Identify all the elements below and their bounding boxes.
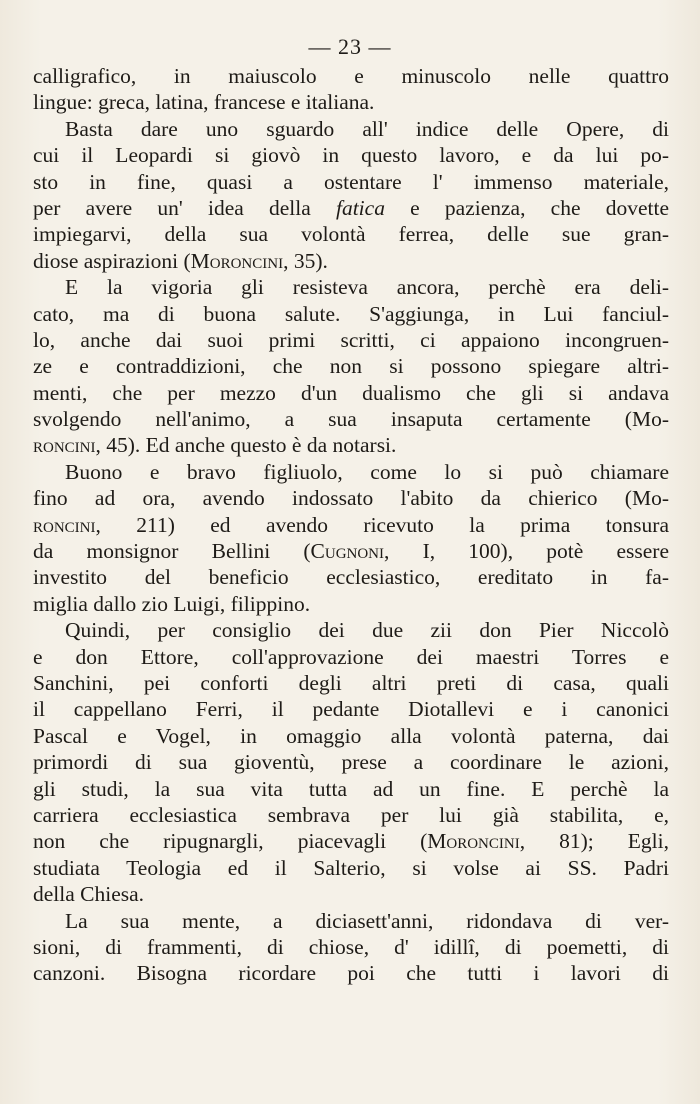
text-line: fino ad ora, avendo indossato l'abito da chierico (Mo- [33,486,669,511]
text-line: Sanchini, pei conforti degli altri preti di casa, quali [33,670,669,695]
text-line: lo, anche dai suoi primi scritti, ci appaiono incongruen- [33,327,669,352]
text-line: studiata Teologia ed il Salterio, si volse ai SS. Padri [33,855,669,880]
text-line: ze e contraddizioni, che non si possono spiegare altri- [33,354,669,379]
body-text [33,63,669,987]
page-number: — 23 — [308,34,392,59]
text-line: miglia dallo zio Luigi, filippino. [33,591,311,616]
text-line: investito del beneficio ecclesiastico, ereditato in fa- [33,565,669,590]
text-line: diose aspirazioni (Moroncini, 35). [33,248,328,273]
text-line: svolgendo nell'animo, a sua insaputa certamente (Mo- [33,407,669,432]
citation-author: roncini [33,512,96,537]
text-line: gli studi, la sua vita tutta ad un fine. E perchè la [33,776,669,801]
text-line: Basta dare uno sguardo all' indice delle Opere, di [65,116,669,141]
text-line: calligrafico, in maiuscolo e minuscolo nelle quattro [33,64,669,88]
text-line: La sua mente, a diciasett'anni, ridondava di ver- [65,908,669,933]
italic-word: fatica [335,195,385,220]
text-line: non che ripugnargli, piacevagli (Moroncini, 81); Egli, [33,829,670,854]
text-line: Buono e bravo figliuolo, come lo si può chiamare [65,459,669,484]
text-line: cato, ma di buona salute. S'aggiunga, in Lui fanciul- [33,301,669,326]
citation-author: Cugnoni [310,539,385,564]
text-line: Quindi, per consiglio dei due zii don Pier Niccolò [65,618,669,643]
text-line: menti, che per mezzo d'un dualismo che gli si andava [33,380,669,405]
text-line: e don Ettore, coll'approvazione dei maestri Torres e [33,644,669,669]
citation-author: roncini [33,433,96,458]
text-line: per avere un' idea della fatica e pazienza, che dovette [33,195,669,220]
text-line: sto in fine, quasi a ostentare l' immenso materiale, [33,169,669,194]
text-line: roncini, 211) ed avendo ricevuto la prima tonsura [33,512,669,537]
text-line: primordi di sua gioventù, prese a coordinare le azioni, [33,750,669,775]
text-line: da monsignor Bellini (Cugnoni, I, 100), potè essere [33,539,669,564]
text-line: E la vigoria gli resisteva ancora, perchè era deli- [65,275,669,300]
text-line: Pascal e Vogel, in omaggio alla volontà paterna, dai [33,723,669,748]
text-line: lingue: greca, latina, francese e italiana. [33,90,375,115]
text-line: cui il Leopardi si giovò in questo lavoro, e da lui po- [33,143,669,168]
text-line: il cappellano Ferri, il pedante Diotallevi e i canonici [33,697,669,722]
citation-author: Moroncini [427,829,520,854]
text-line: roncini, 45). Ed anche questo è da notarsi. [33,433,397,458]
text-line: sioni, di frammenti, di chiose, d' idillî, di poemetti, di [33,934,669,959]
text-line: carriera ecclesiastica sembrava per lui già stabilita, e, [33,802,669,827]
text-line: impiegarvi, della sua volontà ferrea, delle sue gran- [33,222,669,247]
text-line: della Chiesa. [33,882,145,907]
text-line: canzoni. Bisogna ricordare poi che tutti i lavori di [33,961,669,986]
citation-author: Moroncini [190,248,284,273]
